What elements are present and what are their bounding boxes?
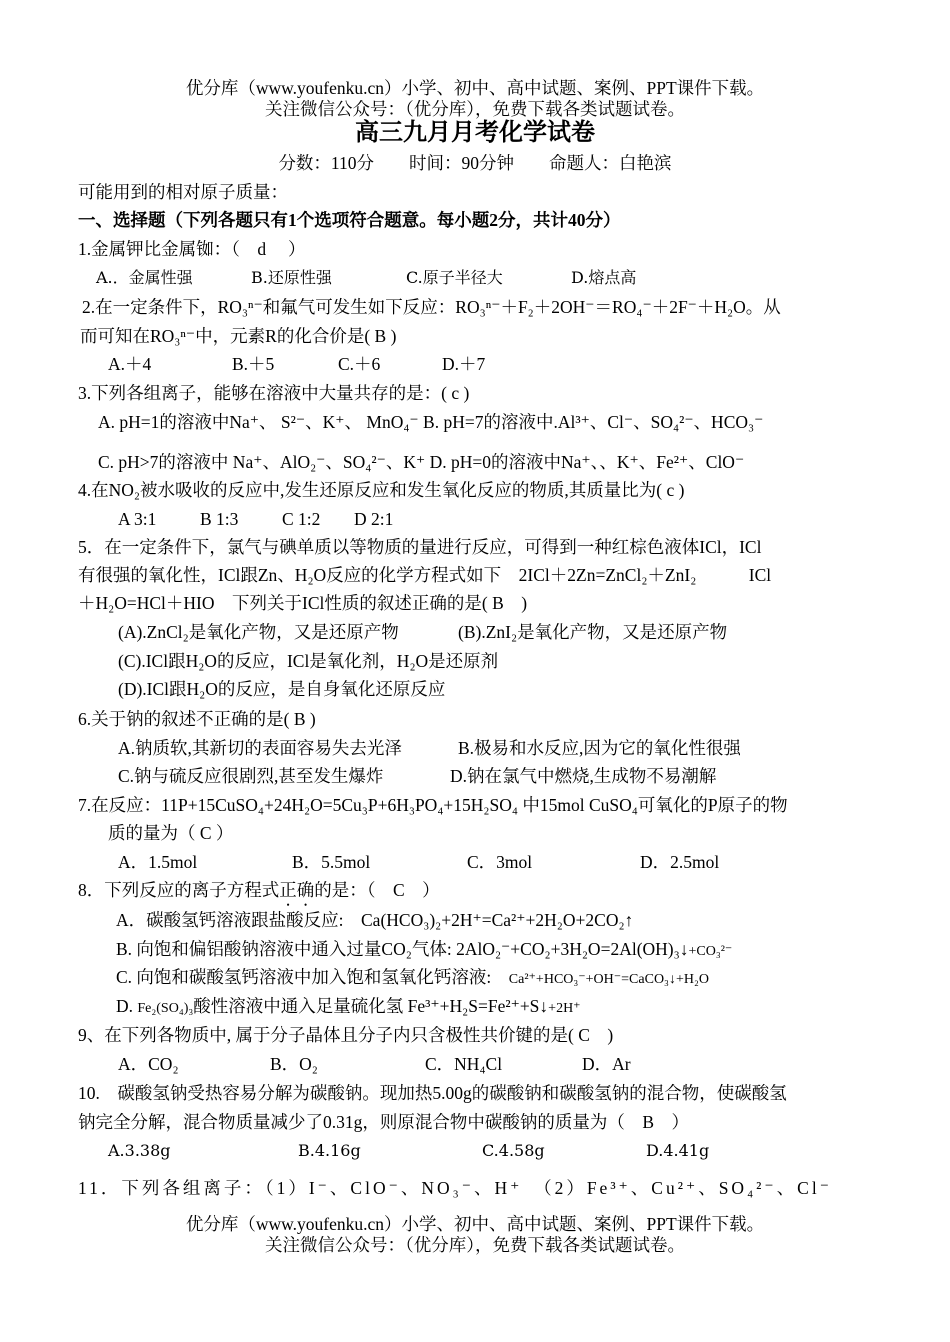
exam-meta: 分数：110分 时间：90分钟 命题人：白艳滨 bbox=[278, 153, 672, 173]
q8-option-d-tail: +2H⁺ bbox=[548, 1001, 581, 1016]
exam-title: 高三九月月考化学试卷 bbox=[355, 120, 595, 146]
q3-options-row1: A. pH=1的溶液中Na⁺、 S²⁻、K⁺、 MnO₄⁻ B. pH=7的溶液中.Al³⁺、Cl⁻、SO₄²⁻、HCO₃⁻ bbox=[98, 412, 764, 432]
q10-stem-line2: 钠完全分解，混合物质量减少了0.31g，则原混合物中碳酸钠的质量为（ B ） bbox=[78, 1112, 690, 1132]
q9-options bbox=[118, 1052, 631, 1076]
q10-stem-line1: 10. 碳酸氢钠受热容易分解为碳酸钠。现加热5.00g的碳酸钠和碳酸氢钠的混合物，使碳酸氢 bbox=[78, 1083, 787, 1103]
q8-option-d-pre: D. bbox=[116, 996, 138, 1016]
q7-stem-line2: 质的量为（ C ） bbox=[108, 823, 234, 843]
q8-option-a: A．碳酸氢钙溶液跟盐酸反应: Ca(HCO₃)₂+2H⁺=Ca²⁺+2H₂O+2CO₂↑ bbox=[116, 910, 634, 930]
q6-option-d: D.钠在氯气中燃烧,生成物不易潮解 bbox=[450, 766, 717, 786]
q3-options-row2: C. pH>7的溶液中 Na⁺、AlO₂⁻、SO₄²⁻、K⁺ D. pH=0的溶液中Na⁺、、K⁺、Fe²⁺、ClO⁻ bbox=[98, 452, 745, 472]
q1-option-d: D.熔点高 bbox=[571, 268, 637, 287]
q9-stem: 9、在下列各物质中, 属于分子晶体且分子内只含极性共价键的是( C ) bbox=[78, 1025, 614, 1045]
q2-options bbox=[108, 352, 485, 376]
q8-option-c-tail: Ca²⁺+HCO₃⁻+OH⁻=CaCO₃↓+H₂O bbox=[508, 972, 709, 987]
q4-option-d: D 2:1 bbox=[354, 509, 394, 529]
q4-option-a: A 3:1 bbox=[118, 509, 157, 529]
q8-option-b-tail: +CO₃²⁻ bbox=[688, 944, 733, 959]
footer-ad-line2: 关注微信公众号：（优分库），免费下载各类试题试卷。 bbox=[265, 1235, 685, 1255]
footer-ad-line1: 优分库（www.youfenku.cn）小学、初中、高中试题、案例、PPT课件下载。 bbox=[185, 1214, 765, 1234]
q5-options-row1 bbox=[118, 620, 727, 644]
q8-option-c bbox=[116, 965, 709, 992]
section-1-heading: 一、选择题（下列各题只有1个选项符合题意。每小题2分，共计40分） bbox=[78, 210, 621, 230]
q10-options bbox=[108, 1139, 709, 1163]
q2-option-b: B.＋5 bbox=[232, 354, 275, 374]
q7-options bbox=[118, 850, 719, 874]
q5-option-a: (A).ZnCl₂是氧化产物，又是还原产物 bbox=[118, 622, 399, 642]
q9-option-a: A．CO₂ bbox=[118, 1054, 179, 1074]
q10-option-a: A.3.38g bbox=[108, 1141, 171, 1160]
q1-option-c: C.原子半径大 bbox=[406, 268, 503, 287]
q9-option-c: C．NH₄Cl bbox=[425, 1054, 503, 1074]
q8-option-b-main: B. 向饱和偏铝酸钠溶液中通入过量CO₂气体: 2AlO₂⁻+CO₂+3H₂O=2Al(OH)₃↓ bbox=[116, 939, 689, 959]
q5-stem-line1: 5．在一定条件下，氯气与碘单质以等物质的量进行反应，可得到一种红棕色液体ICl，ICl bbox=[78, 537, 762, 557]
header-ad-line2: 关注微信公众号：（优分库），免费下载各类试题试卷。 bbox=[265, 99, 685, 119]
q3-stem: 3.下列各组离子，能够在溶液中大量共存的是：( c ) bbox=[78, 383, 470, 403]
q8-option-d-main: 酸性溶液中通入足量硫化氢 Fe³⁺+H₂S=Fe²⁺+S↓ bbox=[193, 996, 549, 1016]
header-ad-line1: 优分库（www.youfenku.cn）小学、初中、高中试题、案例、PPT课件下载。 bbox=[185, 78, 765, 98]
q11-stem: 11．下列各组离子：（1）I⁻、ClO⁻、NO₃⁻、H⁺ （2）Fe³⁺、Cu²⁺、SO₄²⁻、Cl⁻ bbox=[78, 1178, 832, 1198]
q1-option-b: B.还原性强 bbox=[251, 268, 332, 287]
q2-option-a: A.＋4 bbox=[108, 354, 152, 374]
q7-option-a: A．1.5mol bbox=[118, 852, 198, 872]
atomic-mass-note: 可能用到的相对原子质量： bbox=[78, 182, 288, 202]
q6-options-row1 bbox=[118, 736, 741, 760]
q5-stem-line3: ＋H₂O=HCl＋HIO 下列关于ICl性质的叙述正确的是( B ) bbox=[78, 593, 528, 613]
q6-option-a: A.钠质软,其新切的表面容易失去光泽 bbox=[118, 738, 402, 758]
q6-option-b: B.极易和水反应,因为它的氧化性很强 bbox=[458, 738, 741, 758]
q4-options bbox=[118, 507, 393, 531]
q10-option-c: C.4.58g bbox=[482, 1141, 545, 1160]
q2-option-d: D.＋7 bbox=[442, 354, 486, 374]
q7-stem-line1: 7.在反应：11P+15CuSO₄+24H₂O=5Cu₃P+6H₃PO₄+15H₂SO₄ 中15mol CuSO₄可氧化的P原子的物 bbox=[78, 795, 788, 815]
q8-stem-post: 的是：（ C ） bbox=[314, 880, 440, 900]
q4-option-b: B 1:3 bbox=[200, 509, 239, 529]
q8-option-d-formula: Fe₂(SO₄)₃ bbox=[137, 1001, 194, 1016]
q6-options-row2 bbox=[118, 764, 716, 788]
q7-option-d: D．2.5mol bbox=[640, 852, 720, 872]
q8-stem bbox=[78, 878, 440, 910]
q5-option-d: (D).ICl跟H₂O的反应，是自身氧化还原反应 bbox=[118, 679, 446, 699]
q6-option-c: C.钠与硫反应很剧烈,甚至发生爆炸 bbox=[118, 766, 384, 786]
q5-option-b: (B).ZnI₂是氧化产物，又是还原产物 bbox=[458, 622, 728, 642]
q8-stem-pre: 8．下列反应的离子方程式 bbox=[78, 880, 280, 900]
q4-option-c: C 1:2 bbox=[282, 509, 321, 529]
q9-option-d: D．Ar bbox=[582, 1054, 631, 1074]
q1-options bbox=[96, 266, 636, 290]
q1-stem: 1.金属钾比金属铷：（ d ） bbox=[78, 239, 306, 259]
q8-stem-emphasis: 正确 bbox=[279, 880, 315, 900]
q2-stem-line2: 而可知在RO₃ⁿ⁻中，元素R的化合价是( B ) bbox=[80, 326, 397, 346]
q7-option-c: C．3mol bbox=[467, 852, 533, 872]
q10-option-d: D.4.41g bbox=[646, 1141, 710, 1160]
q5-stem-line2: 有很强的氧化性，ICl跟Zn、H₂O反应的化学方程式如下 2ICl＋2Zn=ZnCl₂＋ZnI₂ ICl bbox=[78, 565, 772, 585]
q6-stem: 6.关于钠的叙述不正确的是( B ) bbox=[78, 709, 316, 729]
q10-option-b: B.4.16g bbox=[298, 1141, 361, 1160]
q5-option-c: (C).ICl跟H₂O的反应，ICl是氧化剂，H₂O是还原剂 bbox=[118, 651, 499, 671]
q8-option-d bbox=[116, 994, 581, 1021]
q8-option-b bbox=[116, 937, 732, 964]
q9-option-b: B．O₂ bbox=[270, 1054, 318, 1074]
q4-stem: 4.在NO₂被水吸收的反应中,发生还原反应和发生氧化反应的物质,其质量比为( c ) bbox=[78, 480, 685, 500]
q2-stem-line1: 2.在一定条件下，RO₃ⁿ⁻和氟气可发生如下反应：RO₃ⁿ⁻＋F₂＋2OH⁻＝RO₄⁻＋2F⁻＋H₂O。从 bbox=[82, 297, 781, 317]
q2-option-c: C.＋6 bbox=[338, 354, 381, 374]
q1-option-a: A.．金属性强 bbox=[96, 268, 193, 287]
q8-option-c-main: C. 向饱和碳酸氢钙溶液中加入饱和氢氧化钙溶液: bbox=[116, 967, 509, 987]
q7-option-b: B．5.5mol bbox=[292, 852, 371, 872]
